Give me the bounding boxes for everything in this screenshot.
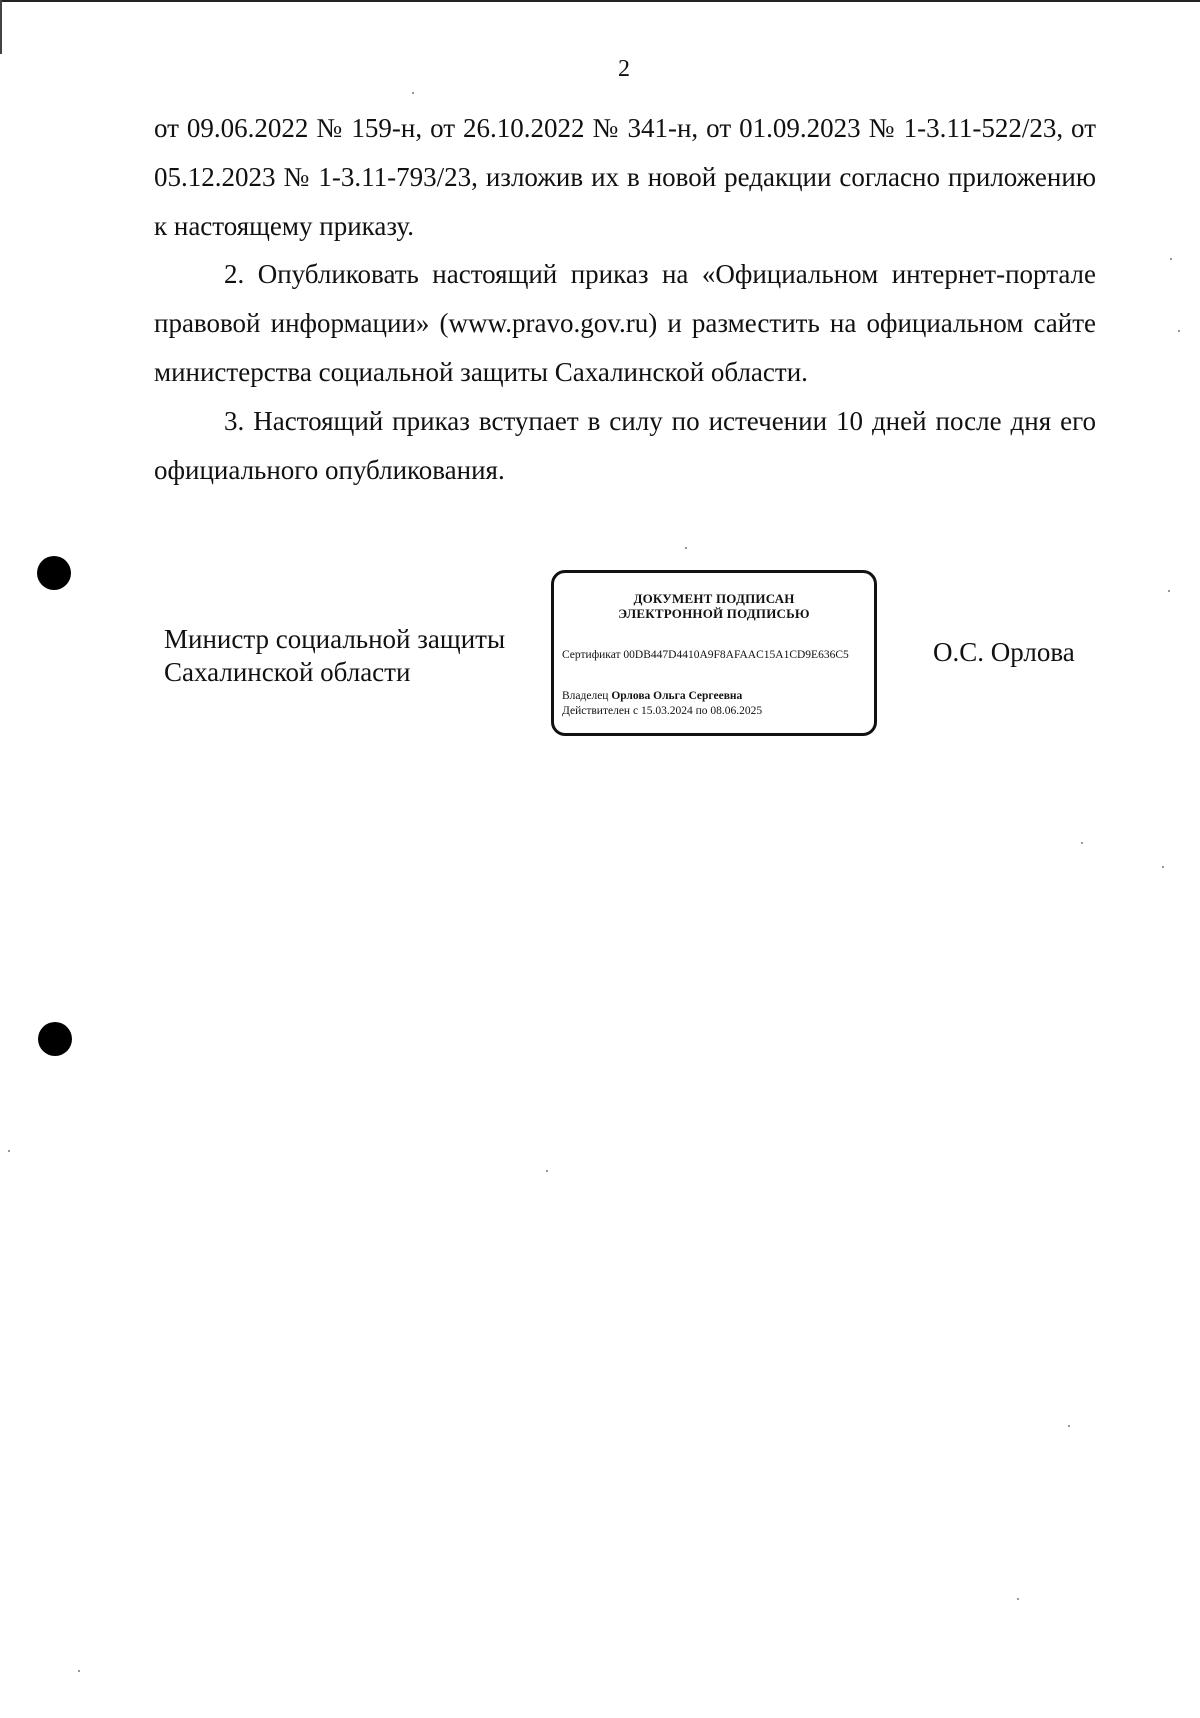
scan-speck [1178, 330, 1180, 332]
stamp-validity: Действителен с 15.03.2024 по 08.06.2025 [562, 705, 763, 717]
signer-position-line: Министр социальной защиты [164, 624, 506, 654]
page-number: 2 [618, 56, 630, 82]
stamp-owner [562, 689, 742, 703]
scan-top-edge [0, 0, 1200, 2]
signer-name: О.С. Орлова [933, 637, 1075, 667]
stamp-certificate-label: Сертификат [562, 649, 621, 661]
paragraph-item-2: 2. Опубликовать настоящий приказ на «Официальном интернет-портале правовой информации» (www.pravo.gov.ru) и разместить на официальном сайте министерства социальной защиты Сахалинской области. [154, 259, 1096, 387]
punch-hole [37, 556, 71, 590]
stamp-certificate-value: 00DB447D4410A9F8AFAAC15A1CD9E636C5 [623, 649, 849, 661]
scan-speck [78, 1670, 80, 1672]
scan-left-edge [0, 0, 2, 54]
scan-speck [1017, 1598, 1019, 1600]
scan-speck [1068, 1425, 1070, 1427]
paragraph-continuation: от 09.06.2022 № 159-н, от 26.10.2022 № 341-н, от 01.09.2023 № 1-3.11-522/23, от 05.12.2023 № 1-3.11-793/23, изложив их в новой редакции согласно приложению к настоящему приказу. [154, 113, 1096, 241]
scan-speck [685, 547, 687, 549]
stamp-title-line: ЭЛЕКТРОННОЙ ПОДПИСЬЮ [618, 606, 810, 621]
scan-speck [546, 1170, 548, 1172]
stamp-owner-value: Орлова Ольга Сергеевна [611, 690, 743, 702]
scan-speck [412, 92, 414, 94]
signer-position-line: Сахалинской области [164, 657, 411, 687]
scan-speck [8, 1150, 10, 1152]
document-body [154, 104, 1096, 494]
paragraph-item-3: 3. Настоящий приказ вступает в силу по истечении 10 дней после дня его официального опубликования. [154, 405, 1096, 485]
stamp-owner-label: Владелец [562, 690, 609, 702]
scan-speck [1168, 590, 1170, 592]
stamp-title [554, 591, 874, 621]
signer-position [164, 623, 544, 689]
scan-speck [1081, 842, 1083, 844]
punch-hole [38, 1022, 72, 1056]
electronic-signature-stamp [551, 570, 877, 736]
stamp-title-line: ДОКУМЕНТ ПОДПИСАН [633, 591, 795, 606]
stamp-certificate [562, 648, 852, 663]
scan-speck [1170, 258, 1172, 260]
scan-speck [1162, 866, 1164, 868]
